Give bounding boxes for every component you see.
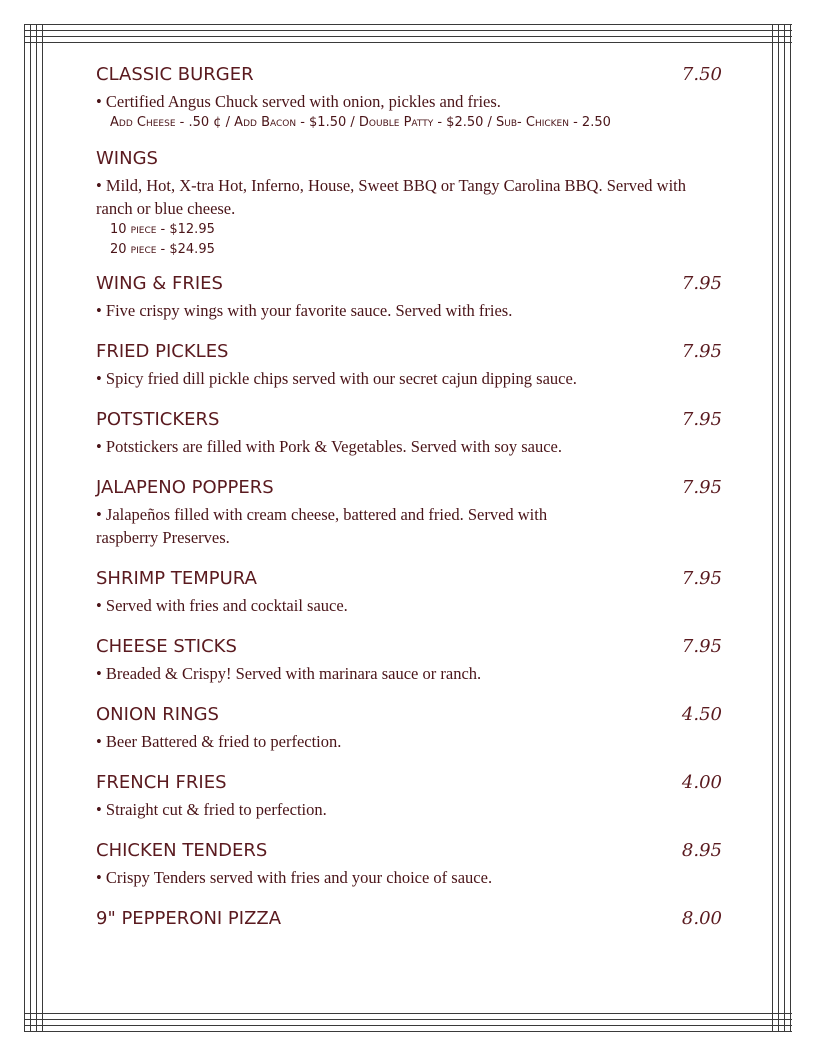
frame-line-right-3	[784, 24, 785, 1032]
menu-item-jalapeno-poppers	[96, 477, 722, 549]
frame-line-left-3	[36, 24, 37, 1032]
frame-line-top-1	[24, 24, 792, 25]
item-name: SHRIMP TEMPURA	[96, 568, 257, 589]
menu-item-wing-and-fries	[96, 273, 722, 322]
item-name: WING & FRIES	[96, 273, 223, 294]
menu-item-potstickers	[96, 409, 722, 458]
item-description: • Five crispy wings with your favorite sauce. Served with fries.	[96, 301, 513, 320]
menu-item-fried-pickles	[96, 341, 722, 390]
item-price: 4.00	[681, 772, 722, 793]
menu-item-shrimp-tempura	[96, 568, 722, 617]
item-price: 7.95	[681, 568, 722, 589]
menu-item-onion-rings	[96, 704, 722, 753]
item-name: POTSTICKERS	[96, 409, 220, 430]
menu-item-wings	[96, 148, 722, 260]
item-description: • Spicy fried dill pickle chips served with our secret cajun dipping sauce.	[96, 369, 577, 388]
item-description: • Jalapeños filled with cream cheese, battered and fried. Served with raspberry Preserves.	[96, 505, 548, 547]
item-name: FRENCH FRIES	[96, 772, 227, 793]
item-name: ONION RINGS	[96, 704, 219, 725]
item-name: 9" PEPPERONI PIZZA	[96, 908, 282, 929]
item-extra-10-piece: 10 piece - $12.95	[110, 222, 215, 237]
item-extras: Add Cheese - .50 ¢ / Add Bacon - $1.50 / Double Patty - $2.50 / Sub- Chicken - 2.50	[110, 115, 611, 130]
frame-line-right-2	[778, 24, 779, 1032]
item-description: • Straight cut & fried to perfection.	[96, 800, 327, 819]
menu-item-french-fries	[96, 772, 722, 821]
menu-item-pepperoni-pizza	[96, 908, 722, 934]
menu-item-chicken-tenders	[96, 840, 722, 889]
item-price: 7.95	[681, 273, 722, 294]
item-description: • Breaded & Crispy! Served with marinara sauce or ranch.	[96, 664, 482, 683]
item-price: 7.95	[681, 636, 722, 657]
frame-line-bottom-3	[24, 1025, 792, 1026]
item-price: 7.95	[681, 477, 722, 498]
frame-line-top-3	[24, 36, 792, 37]
menu-item-classic-burger	[96, 64, 722, 133]
item-description: • Potstickers are filled with Pork & Vegetables. Served with soy sauce.	[96, 437, 563, 456]
frame-line-right-4	[790, 24, 791, 1032]
item-description: • Certified Angus Chuck served with onion, pickles and fries.	[96, 92, 501, 111]
item-description: • Beer Battered & fried to perfection.	[96, 732, 342, 751]
frame-line-left-2	[30, 24, 31, 1032]
item-price: 7.50	[681, 64, 722, 85]
frame-line-left-1	[24, 24, 25, 1032]
item-name: WINGS	[96, 148, 158, 169]
item-price: 7.95	[681, 409, 722, 430]
item-name: FRIED PICKLES	[96, 341, 229, 362]
frame-line-bottom-4	[24, 1031, 792, 1032]
frame-line-top-2	[24, 30, 792, 31]
frame-line-top-4	[24, 42, 792, 43]
menu-item-cheese-sticks	[96, 636, 722, 685]
item-name: JALAPENO POPPERS	[96, 477, 274, 498]
item-price: 8.00	[681, 908, 722, 929]
item-name: CLASSIC BURGER	[96, 64, 254, 85]
item-price: 4.50	[681, 704, 722, 725]
item-extra-20-piece: 20 piece - $24.95	[110, 242, 215, 257]
item-description: • Mild, Hot, X-tra Hot, Inferno, House, Sweet BBQ or Tangy Carolina BBQ. Served with ranch or blue cheese.	[96, 176, 686, 218]
item-price: 8.95	[681, 840, 722, 861]
frame-line-bottom-1	[24, 1013, 792, 1014]
item-description: • Crispy Tenders served with fries and your choice of sauce.	[96, 868, 493, 887]
menu-list	[96, 64, 722, 934]
item-name: CHEESE STICKS	[96, 636, 237, 657]
item-description: • Served with fries and cocktail sauce.	[96, 596, 348, 615]
frame-line-right-1	[772, 24, 773, 1032]
item-price: 7.95	[681, 341, 722, 362]
frame-line-bottom-2	[24, 1019, 792, 1020]
item-name: CHICKEN TENDERS	[96, 840, 268, 861]
frame-line-left-4	[42, 24, 43, 1032]
